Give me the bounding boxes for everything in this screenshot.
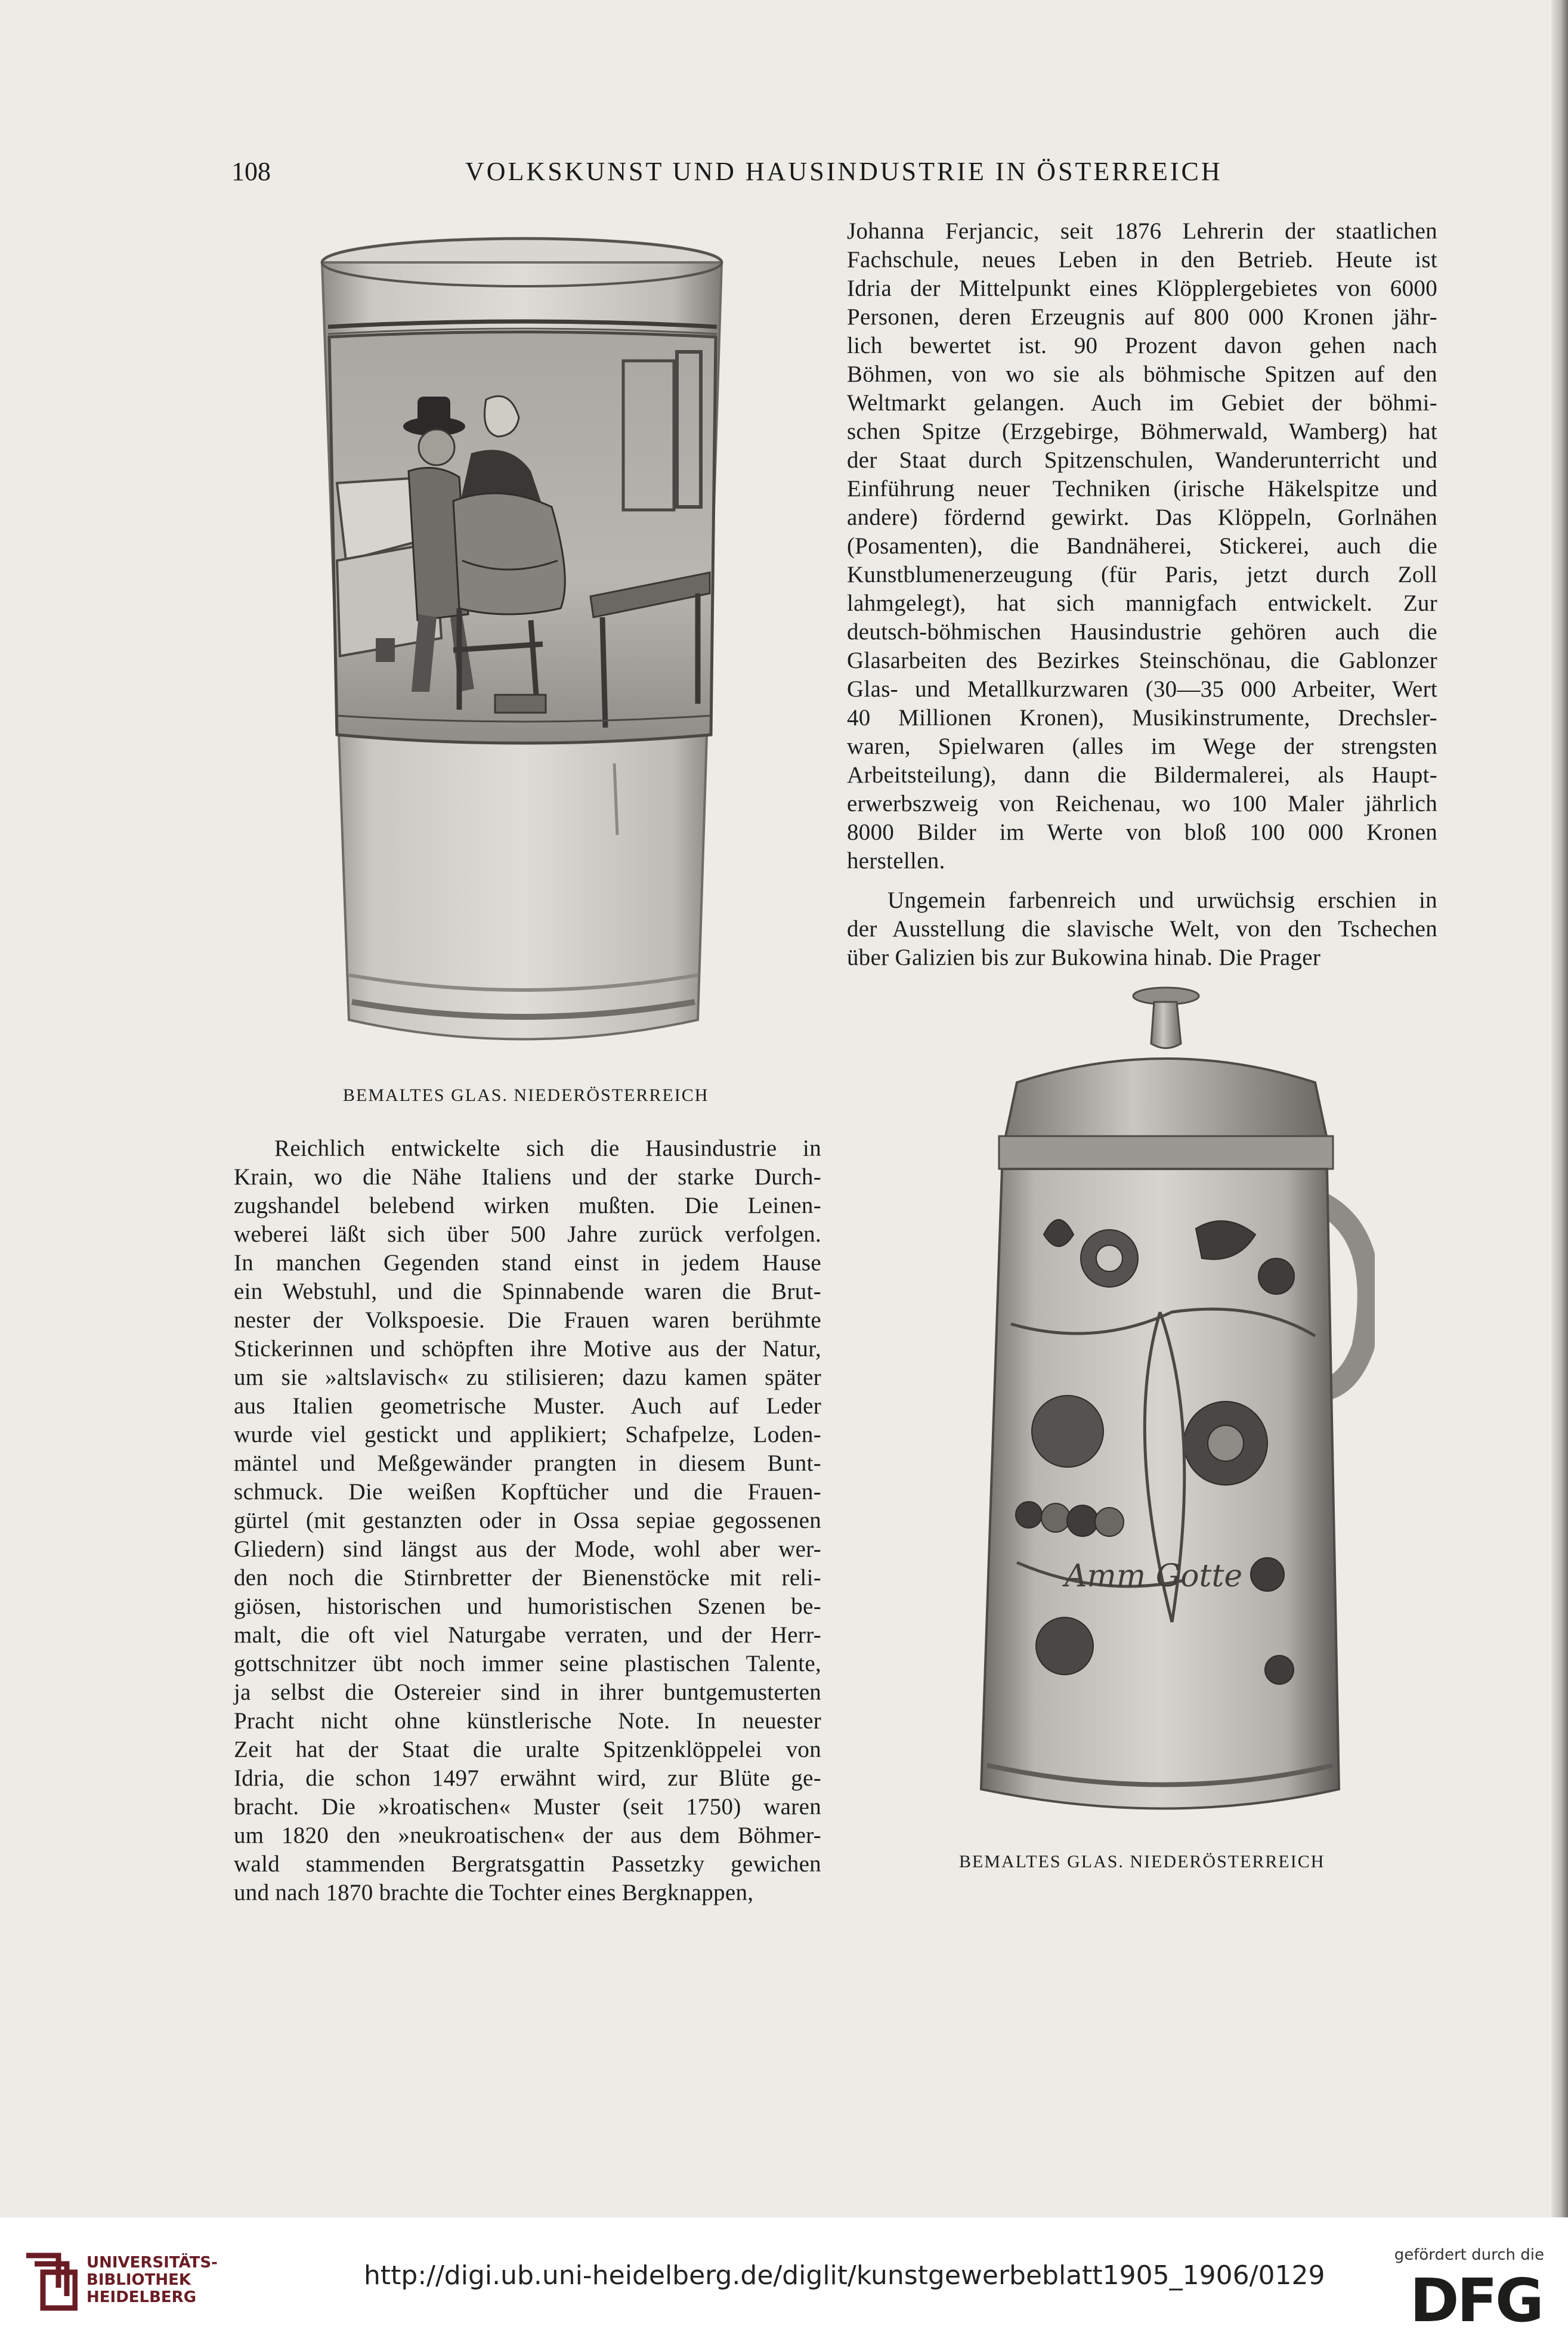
text-line: Kunstblumenerzeugung (für Paris, jetzt durch Zoll bbox=[847, 562, 1437, 587]
paragraph-right-1 bbox=[847, 217, 1437, 875]
text-line: Idria der Mittelpunkt eines Klöpplergebietes von 6000 bbox=[847, 276, 1437, 301]
text-line: aus Italien geometrische Muster. Auch auf Leder bbox=[234, 1393, 821, 1419]
text-line: gürtel (mit gestanzten oder in Ossa sepiae gegossenen bbox=[234, 1508, 821, 1533]
text-line: malt, die oft viel Naturgabe verraten, und der Herr- bbox=[234, 1622, 821, 1648]
text-line: Reichlich entwickelte sich die Hausindustrie in bbox=[274, 1136, 821, 1161]
text-line: (Posamenten), die Bandnäherei, Stickerei, auch die bbox=[847, 533, 1437, 559]
figure-glass-tumbler bbox=[280, 227, 757, 1062]
text-line: lahmgelegt), hat sich mannigfach entwickelt. Zur bbox=[847, 590, 1437, 616]
text-line: andere) fördernd gewirkt. Das Klöppeln, Gorlnähen bbox=[847, 505, 1437, 530]
text-line: mäntel und Meßgewänder prangten in diesem Bunt- bbox=[234, 1450, 821, 1476]
text-line: der Staat durch Spitzenschulen, Wanderunterricht und bbox=[847, 447, 1437, 473]
text-line: gottschnitzer übt noch immer seine plastischen Talente, bbox=[234, 1651, 821, 1676]
library-line-3: HEIDELBERG bbox=[86, 2288, 197, 2306]
text-line: Weltmarkt gelangen. Auch im Gebiet der böhmi- bbox=[847, 390, 1437, 416]
text-line: um sie »altslavisch« zu stilisieren; dazu kamen später bbox=[234, 1365, 821, 1390]
text-line: schmuck. Die weißen Kopftücher und die Frauen- bbox=[234, 1479, 821, 1505]
text-column-right bbox=[847, 217, 1437, 972]
paragraph-right-2 bbox=[847, 886, 1437, 972]
text-line: Idria, die schon 1497 erwähnt wird, zur Blüte ge- bbox=[234, 1765, 821, 1791]
figure-glass-tankard bbox=[945, 978, 1375, 1837]
text-line: nester der Volkspoesie. Die Frauen waren berühmte bbox=[234, 1307, 821, 1333]
text-line: um 1820 den »neukroatischen« der aus dem Böhmer- bbox=[234, 1823, 821, 1848]
dfg-logo: DFG bbox=[1409, 2266, 1542, 2335]
text-line: Pracht nicht ohne künstlerische Note. In neuester bbox=[234, 1708, 821, 1734]
figure-caption-tumbler: BEMALTES GLAS. NIEDERÖSTERREICH bbox=[343, 1085, 709, 1105]
text-line: schen Spitze (Erzgebirge, Böhmerwald, Wamberg) hat bbox=[847, 419, 1437, 444]
glass-tumbler-image bbox=[280, 227, 757, 1062]
text-line: Glas- und Metallkurzwaren (30—35 000 Arbeiter, Wert bbox=[847, 676, 1437, 702]
text-line: waren, Spielwaren (alles im Wege der strengsten bbox=[847, 734, 1437, 759]
text-line: Personen, deren Erzeugnis auf 800 000 Kronen jähr- bbox=[847, 304, 1437, 330]
text-line: Glasarbeiten des Bezirkes Steinschönau, die Gablonzer bbox=[847, 648, 1437, 673]
text-line: der Ausstellung die slavische Welt, von den Tschechen bbox=[847, 916, 1437, 942]
glass-tankard-image bbox=[945, 978, 1375, 1837]
text-line: Ungemein farbenreich und urwüchsig erschien in bbox=[887, 887, 1437, 913]
text-column-left bbox=[234, 1134, 821, 1907]
text-line: über Galizien bis zur Bukowina hinab. Die Prager bbox=[847, 945, 1321, 970]
university-library-logo-icon bbox=[23, 2252, 78, 2314]
text-line: giösen, historischen und humoristischen Szenen be- bbox=[234, 1594, 821, 1619]
text-line: Zeit hat der Staat die uralte Spitzenklöppelei von bbox=[234, 1737, 821, 1762]
text-line: ein Webstuhl, und die Spinnabende waren die Brut- bbox=[234, 1279, 821, 1304]
page-number: 108 bbox=[231, 157, 271, 186]
digitization-footer bbox=[0, 2217, 1568, 2342]
text-line: wald stammenden Bergratsgattin Passetzky gewichen bbox=[234, 1851, 821, 1877]
funding-note: gefördert durch die bbox=[1394, 2246, 1544, 2264]
text-line: Johanna Ferjancic, seit 1876 Lehrerin der staatlichen bbox=[847, 218, 1437, 244]
text-line: Einführung neuer Techniken (irische Häkelspitze und bbox=[847, 476, 1437, 502]
text-line: Arbeitsteilung), dann die Bildermalerei, als Haupt- bbox=[847, 762, 1437, 788]
text-line: lich bewertet ist. 90 Prozent davon gehen nach bbox=[847, 333, 1437, 358]
text-line: zugshandel belebend wirken mußten. Die Leinen- bbox=[234, 1193, 821, 1218]
text-line: deutsch-böhmischen Hausindustrie gehören auch die bbox=[847, 619, 1437, 645]
text-line: Stickerinnen und schöpften ihre Motive aus der Natur, bbox=[234, 1336, 821, 1362]
page-edge-shadow bbox=[1551, 0, 1568, 2217]
text-line: erwerbszweig von Reichenau, wo 100 Maler jährlich bbox=[847, 791, 1437, 816]
text-line: bracht. Die »kroatischen« Muster (seit 1750) waren bbox=[234, 1794, 821, 1820]
university-library-name bbox=[86, 2254, 218, 2306]
text-line: In manchen Gegenden stand einst in jedem Hause bbox=[234, 1250, 821, 1276]
library-line-1: UNIVERSITÄTS- bbox=[86, 2254, 218, 2272]
figure-caption-tankard: BEMALTES GLAS. NIEDERÖSTERREICH bbox=[959, 1852, 1325, 1871]
tankard-inscription: Amm Gotte bbox=[1065, 1558, 1243, 1594]
paragraph-left-1 bbox=[234, 1134, 821, 1907]
text-line: herstellen. bbox=[847, 848, 945, 874]
text-line: ja selbst die Ostereier sind in ihrer buntgemusterten bbox=[234, 1679, 821, 1705]
text-line: Fachschule, neues Leben in den Betrieb. Heute ist bbox=[847, 247, 1437, 273]
running-title: VOLKSKUNST UND HAUSINDUSTRIE IN ÖSTERREICH bbox=[465, 157, 1223, 186]
permalink-url[interactable]: http://digi.ub.uni-heidelberg.de/diglit/kunstgewerbeblatt1905_1906/0129 bbox=[364, 2260, 1325, 2291]
text-line: weberei läßt sich über 500 Jahre zurück verfolgen. bbox=[234, 1221, 821, 1247]
text-line: Böhmen, von wo sie als böhmische Spitzen auf den bbox=[847, 361, 1437, 387]
library-line-2: BIBLIOTHEK bbox=[86, 2271, 191, 2289]
text-line: 40 Millionen Kronen), Musikinstrumente, Drechsler- bbox=[847, 705, 1437, 731]
text-line: wurde viel gestickt und applikiert; Schafpelze, Loden- bbox=[234, 1422, 821, 1447]
text-line: 8000 Bilder im Werte von bloß 100 000 Kronen bbox=[847, 819, 1437, 845]
text-line: Krain, wo die Nähe Italiens und der starke Durch- bbox=[234, 1164, 821, 1190]
text-line: und nach 1870 brachte die Tochter eines Bergknappen, bbox=[234, 1880, 754, 1905]
text-line: Gliedern) sind längst aus der Mode, wohl aber wer- bbox=[234, 1536, 821, 1562]
text-line: den noch die Stirnbretter der Bienenstöcke mit reli- bbox=[234, 1565, 821, 1591]
